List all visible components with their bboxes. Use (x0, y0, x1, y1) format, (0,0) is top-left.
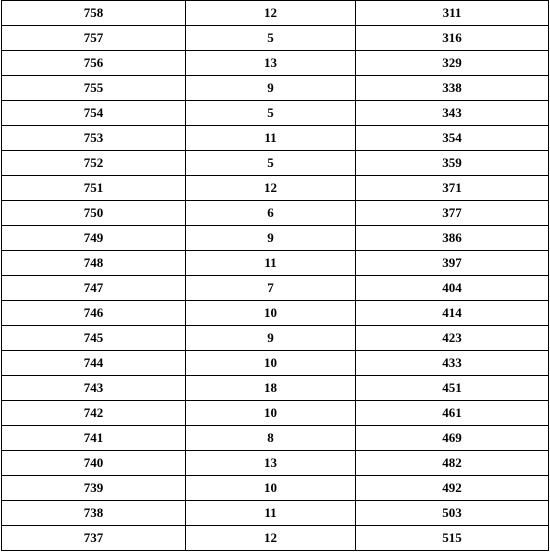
cumulative-cell: 354 (356, 126, 549, 151)
score-cell: 739 (2, 476, 186, 501)
score-cell: 752 (2, 151, 186, 176)
cumulative-cell: 482 (356, 451, 549, 476)
count-cell: 12 (186, 176, 356, 201)
cumulative-cell: 386 (356, 226, 549, 251)
score-cell: 755 (2, 76, 186, 101)
score-cell: 743 (2, 376, 186, 401)
table-row (2, 101, 549, 126)
cumulative-cell: 469 (356, 426, 549, 451)
score-cell: 750 (2, 201, 186, 226)
table-row (2, 301, 549, 326)
count-cell: 12 (186, 1, 356, 26)
table-row (2, 26, 549, 51)
score-cell: 740 (2, 451, 186, 476)
score-cell: 745 (2, 326, 186, 351)
table-row (2, 76, 549, 101)
score-cell: 741 (2, 426, 186, 451)
table-row (2, 501, 549, 526)
cumulative-cell: 515 (356, 526, 549, 551)
table-row (2, 376, 549, 401)
cumulative-cell: 371 (356, 176, 549, 201)
count-cell: 11 (186, 501, 356, 526)
count-cell: 8 (186, 426, 356, 451)
count-cell: 9 (186, 326, 356, 351)
score-cell: 748 (2, 251, 186, 276)
table-row (2, 451, 549, 476)
count-cell: 10 (186, 476, 356, 501)
count-cell: 5 (186, 151, 356, 176)
count-cell: 5 (186, 101, 356, 126)
score-cell: 756 (2, 51, 186, 76)
table-row (2, 126, 549, 151)
score-cell: 753 (2, 126, 186, 151)
table-row (2, 51, 549, 76)
cumulative-cell: 503 (356, 501, 549, 526)
cumulative-cell: 423 (356, 326, 549, 351)
table-row (2, 1, 549, 26)
count-cell: 10 (186, 351, 356, 376)
score-cell: 751 (2, 176, 186, 201)
count-cell: 10 (186, 301, 356, 326)
cumulative-cell: 433 (356, 351, 549, 376)
count-cell: 5 (186, 26, 356, 51)
count-cell: 7 (186, 276, 356, 301)
cumulative-cell: 397 (356, 251, 549, 276)
count-cell: 12 (186, 526, 356, 551)
cumulative-cell: 377 (356, 201, 549, 226)
count-cell: 6 (186, 201, 356, 226)
cumulative-cell: 316 (356, 26, 549, 51)
cumulative-cell: 338 (356, 76, 549, 101)
score-cell: 737 (2, 526, 186, 551)
score-cell: 747 (2, 276, 186, 301)
cumulative-cell: 414 (356, 301, 549, 326)
cumulative-cell: 492 (356, 476, 549, 501)
table-row (2, 176, 549, 201)
table-row (2, 351, 549, 376)
count-cell: 9 (186, 76, 356, 101)
table-row (2, 526, 549, 551)
cumulative-cell: 311 (356, 1, 549, 26)
count-cell: 11 (186, 126, 356, 151)
score-cell: 742 (2, 401, 186, 426)
score-table (1, 0, 549, 551)
score-cell: 749 (2, 226, 186, 251)
cumulative-cell: 329 (356, 51, 549, 76)
count-cell: 13 (186, 451, 356, 476)
score-cell: 754 (2, 101, 186, 126)
score-cell: 757 (2, 26, 186, 51)
table-row (2, 226, 549, 251)
score-cell: 758 (2, 1, 186, 26)
score-cell: 744 (2, 351, 186, 376)
count-cell: 9 (186, 226, 356, 251)
score-table-body (2, 1, 549, 551)
table-row (2, 326, 549, 351)
cumulative-cell: 451 (356, 376, 549, 401)
count-cell: 11 (186, 251, 356, 276)
count-cell: 13 (186, 51, 356, 76)
score-cell: 746 (2, 301, 186, 326)
cumulative-cell: 404 (356, 276, 549, 301)
count-cell: 10 (186, 401, 356, 426)
count-cell: 18 (186, 376, 356, 401)
table-row (2, 276, 549, 301)
table-row (2, 401, 549, 426)
cumulative-cell: 359 (356, 151, 549, 176)
table-row (2, 251, 549, 276)
cumulative-cell: 461 (356, 401, 549, 426)
table-row (2, 426, 549, 451)
table-row (2, 476, 549, 501)
cumulative-cell: 343 (356, 101, 549, 126)
score-cell: 738 (2, 501, 186, 526)
table-row (2, 201, 549, 226)
table-row (2, 151, 549, 176)
